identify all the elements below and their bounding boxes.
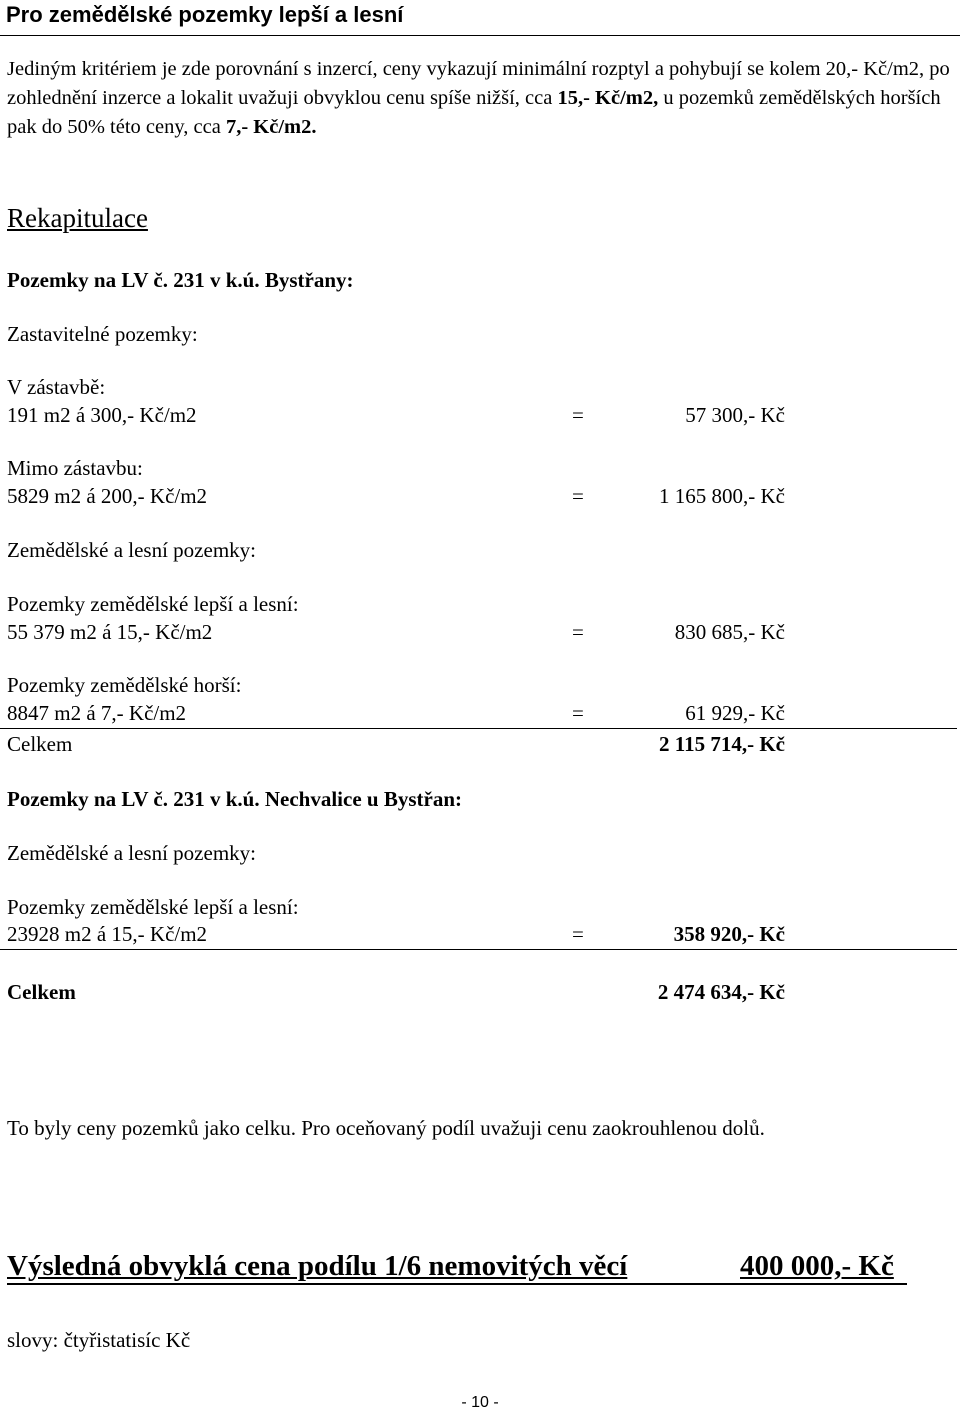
block1-total-value: 2 115 714,- Kč [659, 732, 785, 756]
item-value: 61 929,- Kč [685, 701, 785, 725]
equals-sign: = [572, 620, 584, 644]
item-calc: 55 379 m2 á 15,- Kč/m2 [7, 620, 213, 644]
final-result-underline [7, 1283, 907, 1285]
block1-subheading-buildable: Zastavitelné pozemky: [7, 322, 198, 346]
item-value: 358 920,- Kč [673, 922, 785, 946]
block2-title: Pozemky na LV č. 231 v k.ú. Nechvalice u Bystřan: [7, 787, 463, 811]
item-label: Mimo zástavbu: [7, 456, 143, 480]
total-divider [0, 728, 957, 729]
grand-total-label: Celkem [7, 980, 76, 1004]
block1-subheading-agricultural: Zemědělské a lesní pozemky: [7, 538, 256, 562]
page-number: - 10 - [461, 1394, 499, 1411]
final-result [7, 1250, 627, 1283]
section-heading [0, 0, 960, 36]
intro-text-1: Jediným kritériem je zde porovnání s inzercí, ceny vykazují minimální rozptyl a pohybují se kolem 20,- Kč/m2, po zohlednění inzerce a lokalit uvažuji obvyklou cenu spíše nižší, cca [7, 58, 950, 109]
item-label: Pozemky zemědělské lepší a lesní: [7, 592, 299, 616]
amount-in-words: slovy: čtyřistatisíc Kč [7, 1328, 191, 1352]
equals-sign: = [572, 701, 584, 725]
note-text: To byly ceny pozemků jako celku. Pro oceňovaný podíl uvažuji cenu zaokrouhlenou dolů. [7, 1116, 765, 1140]
equals-sign: = [572, 922, 584, 946]
final-result-value: 400 000,- Kč [740, 1250, 894, 1282]
equals-sign: = [572, 484, 584, 508]
final-result-label: Výsledná obvyklá cena podílu 1/6 nemovitých věcí [7, 1250, 628, 1282]
block2-subheading-agricultural: Zemědělské a lesní pozemky: [7, 841, 256, 865]
item-label: V zástavbě: [7, 375, 106, 399]
grand-total-value: 2 474 634,- Kč [657, 980, 785, 1004]
item-calc: 191 m2 á 300,- Kč/m2 [7, 403, 197, 427]
item-value: 1 165 800,- Kč [659, 484, 785, 508]
grand-total-divider [0, 949, 957, 950]
recap-title: Rekapitulace [7, 203, 148, 233]
item-value: 830 685,- Kč [674, 620, 785, 644]
item-calc: 8847 m2 á 7,- Kč/m2 [7, 701, 187, 725]
item-calc: 5829 m2 á 200,- Kč/m2 [7, 484, 208, 508]
intro-paragraph [7, 55, 955, 142]
item-label: Pozemky zemědělské lepší a lesní: [7, 895, 299, 919]
item-calc: 23928 m2 á 15,- Kč/m2 [7, 922, 208, 946]
item-value: 57 300,- Kč [685, 403, 785, 427]
item-label: Pozemky zemědělské horší: [7, 673, 242, 697]
block1-total-label: Celkem [7, 732, 73, 756]
intro-text-2: u pozemků zemědělských horších pak do 50% této ceny, cca [7, 87, 941, 138]
section-heading-text: Pro zemědělské pozemky lepší a lesní [6, 2, 404, 27]
block1-title: Pozemky na LV č. 231 v k.ú. Bystřany: [7, 268, 354, 292]
equals-sign: = [572, 403, 584, 427]
intro-price-better: 15,- Kč/m2, [557, 87, 659, 109]
intro-price-worse: 7,- Kč/m2. [225, 116, 317, 138]
